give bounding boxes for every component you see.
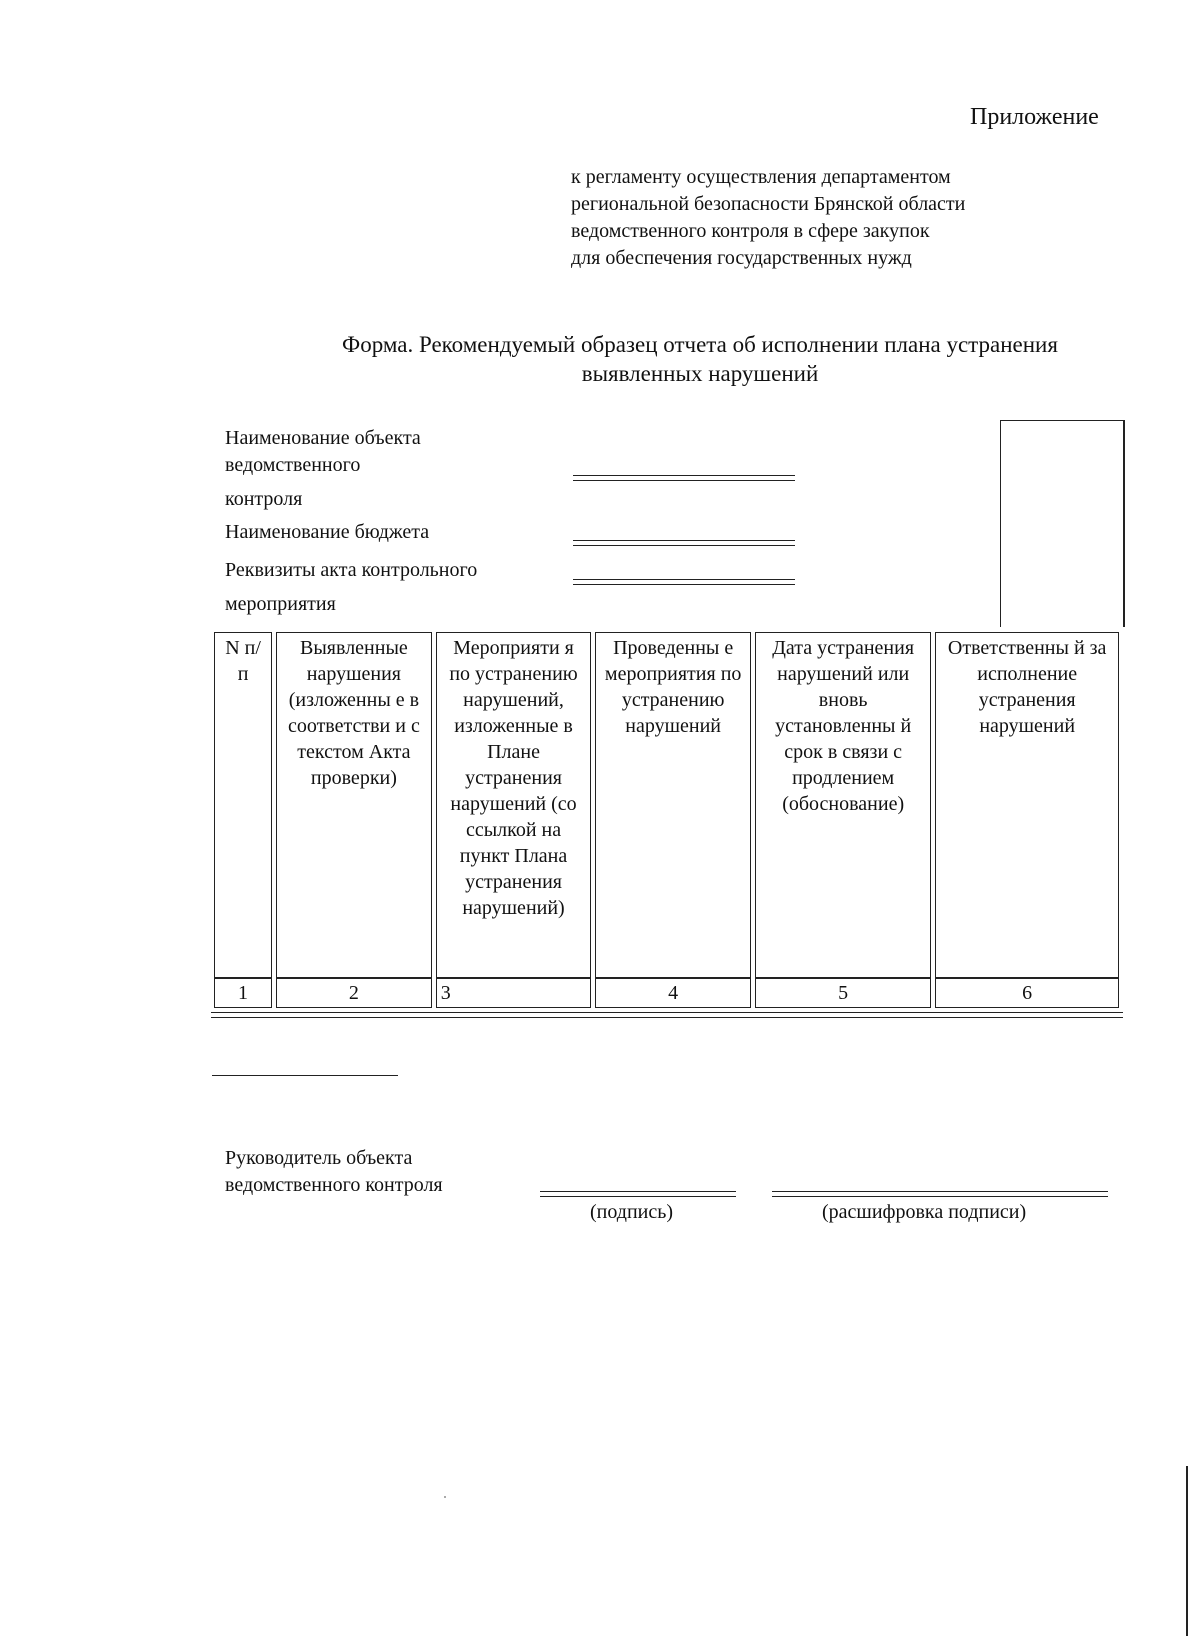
- column-number-cell: 2: [276, 978, 432, 1008]
- form-title-line: Форма. Рекомендуемый образец отчета об исполнении плана устранения: [342, 332, 1058, 357]
- object-name-label-line: ведомственного: [225, 454, 361, 476]
- column-number-cell: 5: [755, 978, 931, 1008]
- signer-label-line: Руководитель объекта: [225, 1147, 413, 1169]
- regulation-line: к регламенту осуществления департаментом: [571, 166, 951, 188]
- signer-label: [225, 1145, 443, 1199]
- header-cell-measures-done: Проведенны е мероприятия по устранению нарушений: [595, 632, 751, 978]
- scan-edge-line: [1186, 1466, 1188, 1636]
- column-number-cell: 6: [935, 978, 1119, 1008]
- column-number-row: [214, 978, 1119, 1008]
- table-header-row: [214, 632, 1119, 978]
- object-name-label-line: Наименование объекта: [225, 427, 421, 449]
- appendix-title: Приложение: [970, 104, 1099, 130]
- act-details-label-line: Реквизиты акта контрольного: [225, 559, 478, 581]
- scan-speck: [444, 1496, 446, 1498]
- regulation-line: ведомственного контроля в сфере закупок: [571, 220, 930, 242]
- form-title: [200, 330, 1200, 388]
- form-title-line: выявленных нарушений: [581, 361, 819, 386]
- signature-field[interactable]: [540, 1191, 736, 1197]
- header-cell-measures-planned: Мероприяти я по устранению нарушений, изложенные в Плане устранения нарушений (со ссылкой на пункт Плана устранения нарушений): [436, 632, 592, 978]
- regulation-reference: [571, 164, 965, 272]
- side-frame: [1000, 420, 1125, 627]
- act-details-field[interactable]: [573, 579, 795, 585]
- column-number-cell: 1: [214, 978, 272, 1008]
- decryption-caption: (расшифровка подписи): [822, 1201, 1027, 1223]
- act-details-label-line: мероприятия: [225, 593, 336, 615]
- footnote-separator: [212, 1075, 398, 1076]
- object-name-field[interactable]: [573, 475, 795, 481]
- budget-name-label: Наименование бюджета: [225, 521, 430, 543]
- column-number-cell: 3: [436, 978, 592, 1008]
- header-cell-responsible: Ответственны й за исполнение устранения нарушений: [935, 632, 1119, 978]
- signature-caption: (подпись): [590, 1201, 674, 1223]
- budget-name-field[interactable]: [573, 540, 795, 546]
- regulation-line: региональной безопасности Брянской области: [571, 193, 966, 215]
- column-number-cell: 4: [595, 978, 751, 1008]
- report-table: [210, 632, 1123, 1008]
- signer-label-line: ведомственного контроля: [225, 1174, 443, 1196]
- header-cell-number: N п/ п: [214, 632, 272, 978]
- object-name-label-line: контроля: [225, 488, 303, 510]
- header-cell-deadline: Дата устранения нарушений или вновь установленны й срок в связи с продлением (обоснование): [755, 632, 931, 978]
- regulation-line: для обеспечения государственных нужд: [571, 247, 912, 269]
- signature-decryption-field[interactable]: [772, 1191, 1108, 1197]
- table-bottom-double-rule: [211, 1012, 1123, 1018]
- header-cell-violations: Выявленные нарушения (изложенны е в соответстви и с текстом Акта проверки): [276, 632, 432, 978]
